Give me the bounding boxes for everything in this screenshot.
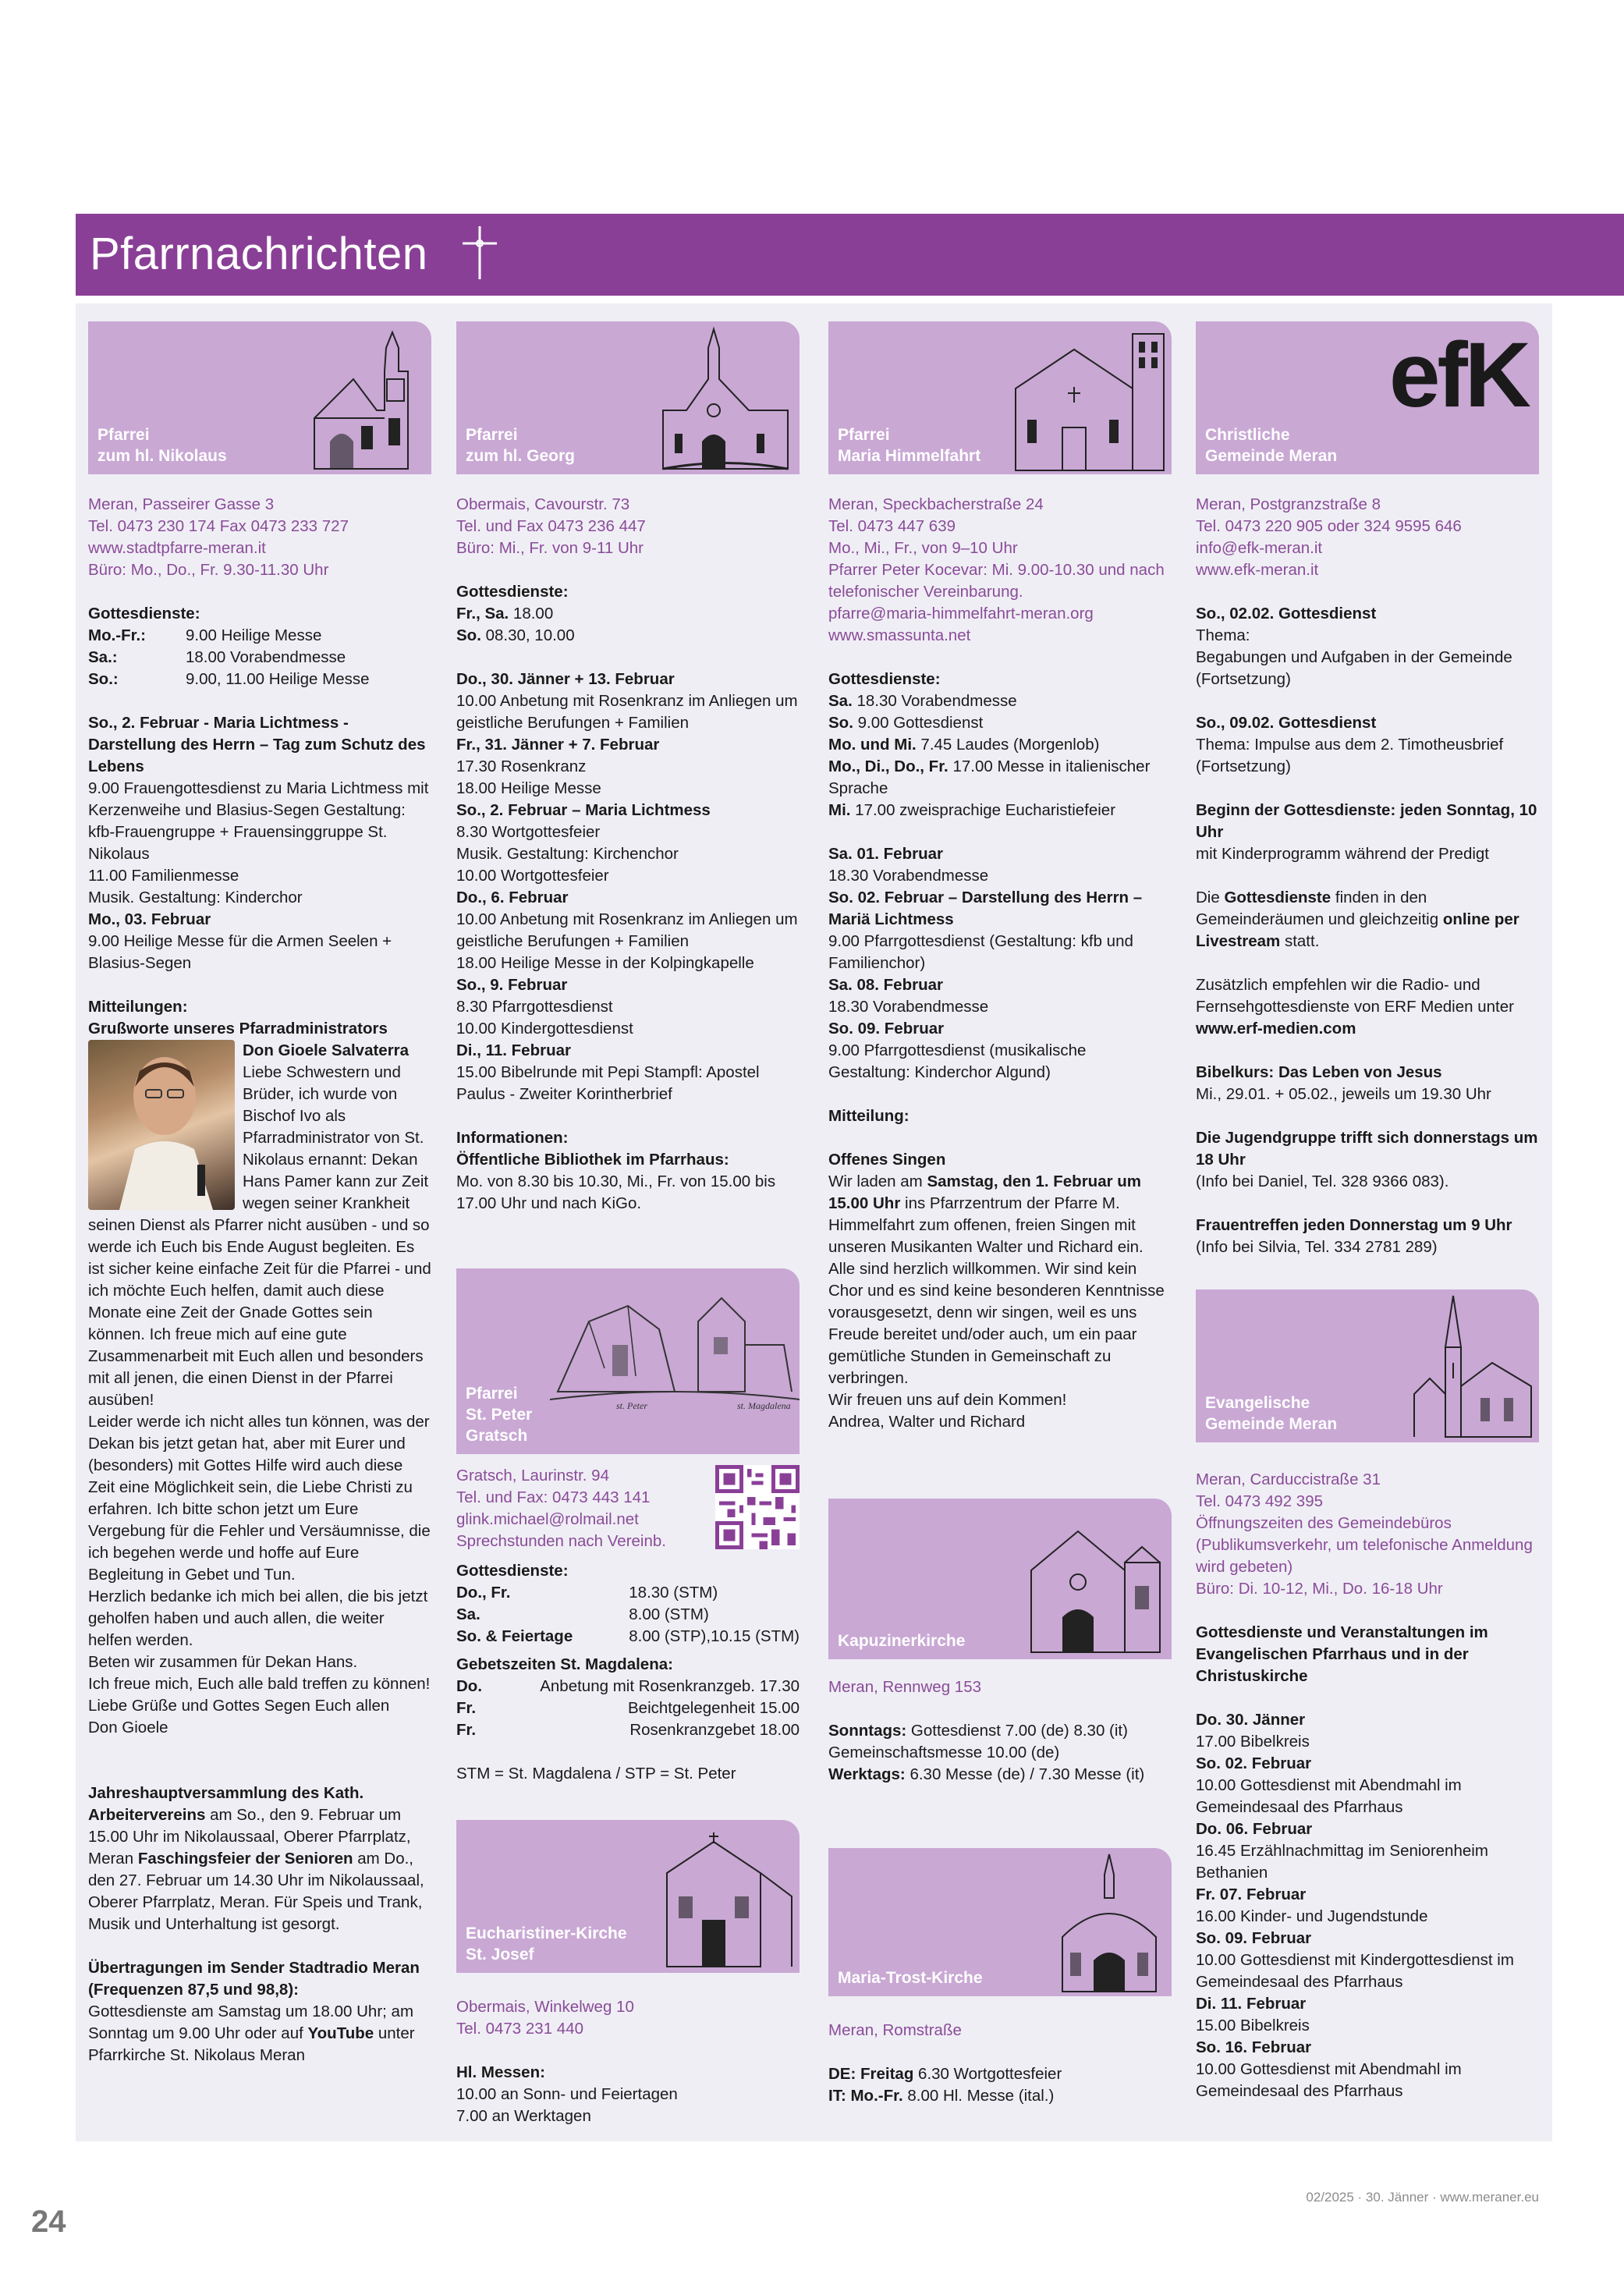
contact-block: [1196, 494, 1539, 581]
maria-trost-illustration: [1039, 1851, 1172, 1995]
address: Meran, Romstraße: [828, 2021, 962, 2039]
card-title-line: Kapuzinerkirche: [838, 1632, 966, 1650]
day-label: So. & Feiertage: [456, 1627, 573, 1645]
date-heading: Sa. 08. Februar: [828, 976, 943, 994]
priest-name: Don Gioele Salvaterra: [243, 1041, 410, 1059]
date-body: 17.30 Rosenkranz: [456, 757, 587, 775]
card-evangelische: [1196, 1289, 1539, 1442]
card-title: [98, 424, 227, 466]
card-efk: [1196, 321, 1539, 474]
youth-heading: Die Jugendgruppe trifft sich donnerstags um 18 Uhr: [1196, 1129, 1538, 1169]
card-st-peter: [456, 1268, 800, 1454]
card-nikolaus: [88, 321, 431, 474]
prayer-table: [456, 1676, 800, 1741]
card-title-line: Gratsch: [466, 1427, 528, 1445]
kapuziner-illustration: [1016, 1508, 1172, 1656]
page-number: 24: [31, 2205, 66, 2239]
address: Meran, Postgranzstraße 8: [1196, 495, 1381, 513]
card-title: [838, 1630, 965, 1651]
date-heading: So. 09. Februar: [1196, 1929, 1312, 1947]
monday-heading: Mo., 03. Februar: [88, 910, 211, 928]
mass-line: 10.00 an Sonn- und Feiertagen: [456, 2085, 678, 2103]
services-heading: Gottesdienste:: [456, 1562, 569, 1580]
day-label: So.:: [88, 670, 119, 688]
date-body: 10.00 Kindergottesdienst: [456, 1020, 633, 1038]
events-heading: Gottesdienste und Veranstaltungen im Evangelischen Pfarrhaus und in der Christuskirche: [1196, 1623, 1488, 1685]
service-line: Sonntags: Gottesdienst 7.00 (de) 8.30 (it) Gemeinschaftsmesse 10.00 (de): [828, 1722, 1128, 1761]
card-title-line: Evangelische: [1205, 1394, 1310, 1412]
greeting-heading: Grußworte unseres Pfarradministrators: [88, 1020, 388, 1038]
service-line: Werktags: 6.30 Messe (de) / 7.30 Messe (it): [828, 1765, 1145, 1783]
card-title-line: Pfarrei: [466, 1385, 518, 1403]
contact-block: [456, 494, 800, 559]
announcement-heading: Mitteilung:: [828, 1107, 910, 1125]
mass-heading: Hl. Messen:: [456, 2063, 545, 2081]
section-title: Pfarrnachrichten: [90, 229, 428, 279]
greeting-signature: Don Gioele: [88, 1719, 168, 1736]
cross-icon: [456, 222, 503, 284]
singing-signature: Andrea, Walter und Richard: [828, 1413, 1026, 1431]
women-body: (Info bei Silvia, Tel. 334 2781 289): [1196, 1238, 1438, 1256]
date-body: 10.00 Anbetung mit Rosenkranz im Anliegen um geistliche Berufungen + Familien: [456, 910, 798, 950]
date-heading: Fr. 07. Februar: [1196, 1885, 1307, 1903]
address: Meran, Carduccistraße 31: [1196, 1470, 1381, 1488]
card-title-line: Maria Himmelfahrt: [838, 447, 981, 465]
radio-heading: Übertragungen im Sender Stadtradio Meran (Frequenzen 87,5 und 98,8):: [88, 1959, 420, 1999]
card-title-line: Pfarrei: [98, 426, 150, 444]
st-josef-illustration: [644, 1826, 800, 1971]
events-paragraph: Jahreshauptversammlung des Kath. Arbeitervereins am So., den 9. Februar um 15.00 Uhr im Nikolaussaal, Oberer Pfarrplatz, Meran Faschingsfeier der Senioren am Do., den 27. Februar um 14.30 Uhr im Nikolaussaal, Oberer Pfarrplatz, Meran. Für Speis und Trank, Musik und Unterhaltung ist gesorgt.: [88, 1784, 424, 1933]
feast-heading: So., 2. Februar - Maria Lichtmess - Darstellung des Herrn – Tag zum Schutz des Lebens: [88, 714, 426, 775]
date-body: 8.30 Pfarrgottesdienst: [456, 998, 613, 1016]
phone: Tel. und Fax 0473 236 447: [456, 517, 646, 535]
church-georg-illustration: [655, 325, 800, 473]
prayer-heading: Gebetszeiten St. Magdalena:: [456, 1655, 673, 1673]
card-kapuziner: [828, 1499, 1172, 1659]
service-line: DE: Freitag 6.30 Wortgottesfeier: [828, 2065, 1062, 2083]
section-banner: [76, 214, 1624, 296]
card-title-line: zum hl. Georg: [466, 447, 576, 465]
card-title: [466, 1383, 532, 1446]
christuskirche-illustration: [1406, 1293, 1539, 1441]
singing-closing: Wir freuen uns auf dein Kommen!: [828, 1391, 1067, 1409]
service-line: Fr., Sa. 18.00: [456, 605, 554, 623]
youth-body: (Info bei Daniel, Tel. 328 9366 083).: [1196, 1172, 1449, 1190]
service-line: So. 08.30, 10.00: [456, 626, 575, 644]
date-body: 15.00 Bibelrunde mit Pepi Stampfl: Apostel Paulus - Zweiter Korintherbrief: [456, 1063, 760, 1103]
radio-note: Zusätzlich empfehlen wir die Radio- und Fernsehgottesdienste von ERF Medien unter www.erf-medien.com: [1196, 976, 1514, 1038]
start-heading: Beginn der Gottesdienste: jeden Sonntag, 10 Uhr: [1196, 801, 1537, 841]
greeting-text: Liebe Grüße und Gottes Segen Euch allen: [88, 1697, 390, 1715]
info-body: Mo. von 8.30 bis 10.30, Mi., Fr. von 15.00 bis 17.00 Uhr und nach KiGo.: [456, 1172, 776, 1212]
date-heading: So., 9. Februar: [456, 976, 568, 994]
greeting-text: Liebe Schwestern und Brüder, ich wurde von Bischof Ivo als Pfarradministrator von St. Nikolaus ernannt: Dekan Hans Pamer kann zur Zeit wegen seiner Krankheit seinen Dienst als Pfarrer nicht ausüben - und so werde ich Euch bis Ende August begleiten. Es ist sicher keine einfache Zeit für die Pfarrei - und ich möchte Euch helfen, damit auch diese Monate eine Zeit der Gnade Gottes sein können. Ich freue mich auf eine gute Zusammenarbeit mit Euch allen und besonders mit all jenen, die einen Dienst in der Pfarrei ausüben!: [88, 1063, 431, 1409]
service-time: 9.00, 11.00 Heilige Messe: [186, 670, 370, 688]
date-heading: Do. 06. Februar: [1196, 1820, 1313, 1838]
service-time: 18.30 (STM): [629, 1584, 718, 1602]
service-line: Sa. 18.30 Vorabendmesse: [828, 692, 1017, 710]
date-heading: Do., 30. Jänner + 13. Februar: [456, 670, 675, 688]
contact-block: [88, 494, 431, 581]
services-heading: Gottesdienste:: [828, 670, 941, 688]
service-time: 8.00 (STM): [629, 1605, 709, 1623]
date-heading: Sa. 01. Februar: [828, 845, 943, 863]
date-body: 10.00 Anbetung mit Rosenkranz im Anliegen um geistliche Berufungen + Familien: [456, 692, 798, 732]
website-link[interactable]: www.smassunta.net: [828, 626, 971, 644]
date-body: 18.30 Vorabendmesse: [828, 998, 989, 1016]
contact-block: [1196, 1469, 1539, 1600]
card-title-line: Gemeinde Meran: [1205, 447, 1338, 465]
prayer-time: Anbetung mit Rosenkranzgeb. 17.30: [540, 1677, 800, 1695]
singing-body: Wir laden am Samstag, den 1. Februar um 15.00 Uhr ins Pfarrzentrum der Pfarre M. Himmelfahrt zum offenen, freien Singen mit unseren Musikanten Walter und Richard ein. Alle sind herzlich willkommen. Wir sind kein Chor und es sind keine besonderen Kenntnisse vorausgesetzt, denn wir singen, weil es uns Freude bereitet und/oder auch, um ein paar gemütliche Stunden in Gemeinschaft zu verbringen.: [828, 1172, 1165, 1387]
office-hours: Büro: Di. 10-12, Mi., Do. 16-18 Uhr: [1196, 1580, 1443, 1598]
st-peter-contact: [456, 1465, 800, 1552]
office-hours: Sprechstunden nach Vereinb.: [456, 1532, 666, 1550]
office-hours: Büro: Mi., Fr. von 9-11 Uhr: [456, 539, 644, 557]
radio-body: Gottesdienste am Samstag um 18.00 Uhr; am Sonntag um 9.00 Uhr oder auf YouTube unter Pfarrkirche St. Nikolaus Meran: [88, 2003, 415, 2064]
date-heading: So. 09. Februar: [828, 1020, 945, 1038]
address: Meran, Rennweg 153: [828, 1678, 982, 1696]
date-heading: So., 2. Februar – Maria Lichtmess: [456, 801, 711, 819]
date-heading: Do., 6. Februar: [456, 889, 569, 906]
day-label: Sa.: [456, 1605, 480, 1623]
address: Obermais, Cavourstr. 73: [456, 495, 630, 513]
card-title-line: Maria-Trost-Kirche: [838, 1969, 983, 1987]
service-line: IT: Mo.-Fr. 8.00 Hl. Messe (ital.): [828, 2087, 1055, 2105]
day-label: Sa.:: [88, 648, 118, 666]
illustration-caption: st. Peter: [616, 1400, 647, 1411]
date-heading: Di., 11. Februar: [456, 1041, 571, 1059]
address: Meran, Speckbacherstraße 24: [828, 495, 1044, 513]
date-heading: Di. 11. Februar: [1196, 1995, 1307, 2013]
date-body: 10.00 Gottesdienst mit Abendmahl im Gemeindesaal des Pfarrhaus: [1196, 1776, 1462, 1816]
service-time: 9.00 Heilige Messe: [186, 626, 322, 644]
service-time: 8.00 (STP),10.15 (STM): [629, 1627, 800, 1645]
date-body: 18.00 Heilige Messe in der Kolpingkapelle: [456, 954, 754, 972]
phone: Tel. 0473 230 174 Fax 0473 233 727: [88, 517, 349, 535]
bible-course-heading: Bibelkurs: Das Leben von Jesus: [1196, 1063, 1442, 1081]
date-heading: Do. 30. Jänner: [1196, 1711, 1306, 1729]
column-nikolaus: [88, 321, 431, 2066]
office-hours: Büro: Mo., Do., Fr. 9.30-11.30 Uhr: [88, 561, 329, 579]
day-label: Mo.-Fr.:: [88, 626, 147, 644]
singing-heading: Offenes Singen: [828, 1151, 946, 1169]
prayer-time: Beichtgelegenheit 15.00: [628, 1699, 800, 1717]
date-body: 16.00 Kinder- und Jugendstunde: [1196, 1907, 1428, 1925]
card-title-line: St. Peter: [466, 1406, 533, 1424]
greeting-text: Beten wir zusammen für Dekan Hans.: [88, 1653, 358, 1671]
card-title: [838, 1967, 983, 1988]
card-title-line: Gemeinde Meran: [1205, 1415, 1338, 1433]
date-body: 9.00 Pfarrgottesdienst (musikalische Gestaltung: Kinderchor Algund): [828, 1041, 1087, 1081]
card-georg: [456, 321, 800, 474]
feast-family-mass: 11.00 Familienmesse: [88, 867, 239, 885]
services-table: [456, 1582, 800, 1648]
date-body: 10.00 Wortgottesfeier: [456, 867, 609, 885]
date-heading: So. 02. Februar – Darstellung des Herrn – Mariä Lichtmess: [828, 889, 1143, 928]
date-body: 16.45 Erzählnachmittag im Seniorenheim Bethanien: [1196, 1842, 1488, 1882]
date-body: 10.00 Gottesdienst mit Abendmahl im Gemeindesaal des Pfarrhaus: [1196, 2060, 1462, 2100]
info-heading: Informationen:: [456, 1129, 569, 1147]
service-line: Mi. 17.00 zweisprachige Eucharistiefeier: [828, 801, 1116, 819]
card-title: [466, 1923, 627, 1965]
priest-portrait: [88, 1040, 235, 1210]
card-maria-trost: [828, 1848, 1172, 1996]
service-time: 18.00 Vorabendmesse: [186, 648, 346, 666]
phone: Tel. 0473 231 440: [456, 2020, 583, 2038]
address: Obermais, Winkelweg 10: [456, 1998, 634, 2016]
date-body: 18.00 Heilige Messe: [456, 779, 601, 797]
efk-logo: efK: [1388, 324, 1528, 427]
card-title: [466, 424, 575, 466]
monday-body: 9.00 Heilige Messe für die Armen Seelen + Blasius-Segen: [88, 932, 392, 972]
day-label: Do.: [456, 1677, 483, 1695]
pastor-hours: Pfarrer Peter Kocevar: Mi. 9.00-10.30 und nach telefonischer Vereinbarung.: [828, 561, 1165, 601]
website-link[interactable]: www.stadtpfarre-meran.it: [88, 539, 266, 557]
phone: Tel. 0473 447 639: [828, 517, 956, 535]
website-link[interactable]: www.efk-meran.it: [1196, 561, 1319, 579]
women-heading: Frauentreffen jeden Donnerstag um 9 Uhr: [1196, 1216, 1512, 1234]
feast-body: 9.00 Frauengottesdienst zu Maria Lichtmess mit Kerzenweihe und Blasius-Segen Gestaltung: kfb-Frauengruppe + Frauensinggruppe St. Nikolaus: [88, 779, 429, 863]
church-himmelfahrt-illustration: [1008, 326, 1172, 473]
date-body: Thema: Impulse aus dem 2. Timotheusbrief (Fortsetzung): [1196, 736, 1504, 775]
contact-block: [828, 494, 1172, 647]
card-title: [1205, 424, 1337, 466]
card-title: [1205, 1392, 1337, 1435]
livestream-note: Die Gottesdienste finden in den Gemeinderäumen und gleichzeitig online per Livestream statt.: [1196, 889, 1519, 950]
date-body: 17.00 Bibelkreis: [1196, 1733, 1310, 1751]
email-link[interactable]: info@efk-meran.it: [1196, 539, 1323, 557]
contact-block: [456, 1996, 800, 2040]
announcements-heading: Mitteilungen:: [88, 998, 188, 1016]
day-label: Do., Fr.: [456, 1584, 511, 1602]
abbreviation-note: STM = St. Magdalena / STP = St. Peter: [456, 1765, 736, 1783]
card-title-line: zum hl. Nikolaus: [98, 447, 227, 465]
date-body: 18.30 Vorabendmesse: [828, 867, 989, 885]
footer-note: 02/2025 · 30. Jänner · www.meraner.eu: [1306, 2190, 1539, 2205]
greeting-text: Ich freue mich, Euch alle bald treffen zu können!: [88, 1675, 431, 1693]
date-body: Musik. Gestaltung: Kirchenchor: [456, 845, 679, 863]
card-title-line: Pfarrei: [466, 426, 518, 444]
date-heading: So. 16. Februar: [1196, 2038, 1312, 2056]
services-heading: Gottesdienste:: [456, 583, 569, 601]
date-body: Begabungen und Aufgaben in der Gemeinde (Fortsetzung): [1196, 648, 1512, 688]
mass-line: 7.00 an Werktagen: [456, 2107, 591, 2125]
date-heading: Fr., 31. Jänner + 7. Februar: [456, 736, 660, 754]
card-himmelfahrt: [828, 321, 1172, 474]
date-body: 9.00 Pfarrgottesdienst (Gestaltung: kfb und Familienchor): [828, 932, 1133, 972]
address: Meran, Passeirer Gasse 3: [88, 495, 275, 513]
info-subheading: Öffentliche Bibliothek im Pfarrhaus:: [456, 1151, 729, 1169]
start-body: mit Kinderprogramm während der Predigt: [1196, 845, 1489, 863]
day-label: Fr.: [456, 1699, 477, 1717]
phone: Tel. und Fax: 0473 443 141: [456, 1488, 651, 1506]
date-body: 15.00 Bibelkreis: [1196, 2017, 1310, 2034]
service-line: Mo. und Mi. 7.45 Laudes (Morgenlob): [828, 736, 1100, 754]
church-nikolaus-illustration: [299, 325, 431, 473]
office-hours: Mo., Mi., Fr., von 9–10 Uhr: [828, 539, 1018, 557]
email-link[interactable]: glink.michael@rolmail.net: [456, 1510, 639, 1528]
card-title: [838, 424, 980, 466]
illustration-caption: st. Magdalena: [737, 1400, 791, 1411]
greeting-text: Herzlich bedanke ich mich bei allen, die bis jetzt geholfen haben und auch allen, die weiter helfen werden.: [88, 1587, 428, 1649]
service-line: So. 9.00 Gottesdienst: [828, 714, 984, 732]
phone: Tel. 0473 492 395: [1196, 1492, 1323, 1510]
card-title-line: Christliche: [1205, 426, 1290, 444]
prayer-time: Rosenkranzgebet 18.00: [629, 1721, 800, 1739]
feast-music: Musik. Gestaltung: Kinderchor: [88, 889, 303, 906]
st-peter-illustration: [542, 1275, 800, 1415]
qr-code-icon[interactable]: [715, 1465, 800, 1549]
column-georg: [456, 321, 800, 2127]
email-link[interactable]: pfarre@maria-himmelfahrt-meran.org: [828, 605, 1094, 623]
date-body: 8.30 Wortgottesfeier: [456, 823, 601, 841]
day-label: Fr.: [456, 1721, 477, 1739]
card-st-josef: [456, 1820, 800, 1973]
column-christliche-gemeinde: [1196, 321, 1539, 2102]
date-heading: So., 02.02. Gottesdienst: [1196, 605, 1377, 623]
date-heading: So., 09.02. Gottesdienst: [1196, 714, 1377, 732]
card-title-line: St. Josef: [466, 1946, 534, 1964]
address: Gratsch, Laurinstr. 94: [456, 1467, 609, 1485]
bible-course-body: Mi., 29.01. + 05.02., jeweils um 19.30 Uhr: [1196, 1085, 1491, 1103]
services-table: [88, 625, 431, 690]
card-title-line: Eucharistiner-Kirche: [466, 1924, 627, 1942]
date-body: Thema:: [1196, 626, 1250, 644]
date-heading: So. 02. Februar: [1196, 1754, 1312, 1772]
date-body: 10.00 Gottesdienst mit Kindergottesdienst im Gemeindesaal des Pfarrhaus: [1196, 1951, 1514, 1991]
card-title-line: Pfarrei: [838, 426, 890, 444]
office-hours-note: Öffnungszeiten des Gemeindebüros (Publikumsverkehr, um telefonische Anmeldung wird gebeten): [1196, 1514, 1533, 1576]
greeting-text: Leider werde ich nicht alles tun können, was der Dekan bis jetzt getan hat, aber mit Eurer und (besonders) mit Gottes Hilfe wird auch diese Zeit eine Möglichkeit sein, die Liebe Christi zu erfahren. Ich bitte schon jetzt um Eure Vergebung für die Fehler und Versäumnisse, die ich begehen werde und hoffe auf Eure Begleitung in Gebet und Tun.: [88, 1413, 431, 1584]
services-heading: Gottesdienste:: [88, 605, 200, 623]
column-himmelfahrt: [828, 321, 1172, 2107]
service-line: Mo., Di., Do., Fr. 17.00 Messe in italienischer Sprache: [828, 757, 1151, 797]
greeting-block: [88, 1040, 431, 1411]
phone: Tel. 0473 220 905 oder 324 9595 646: [1196, 517, 1462, 535]
